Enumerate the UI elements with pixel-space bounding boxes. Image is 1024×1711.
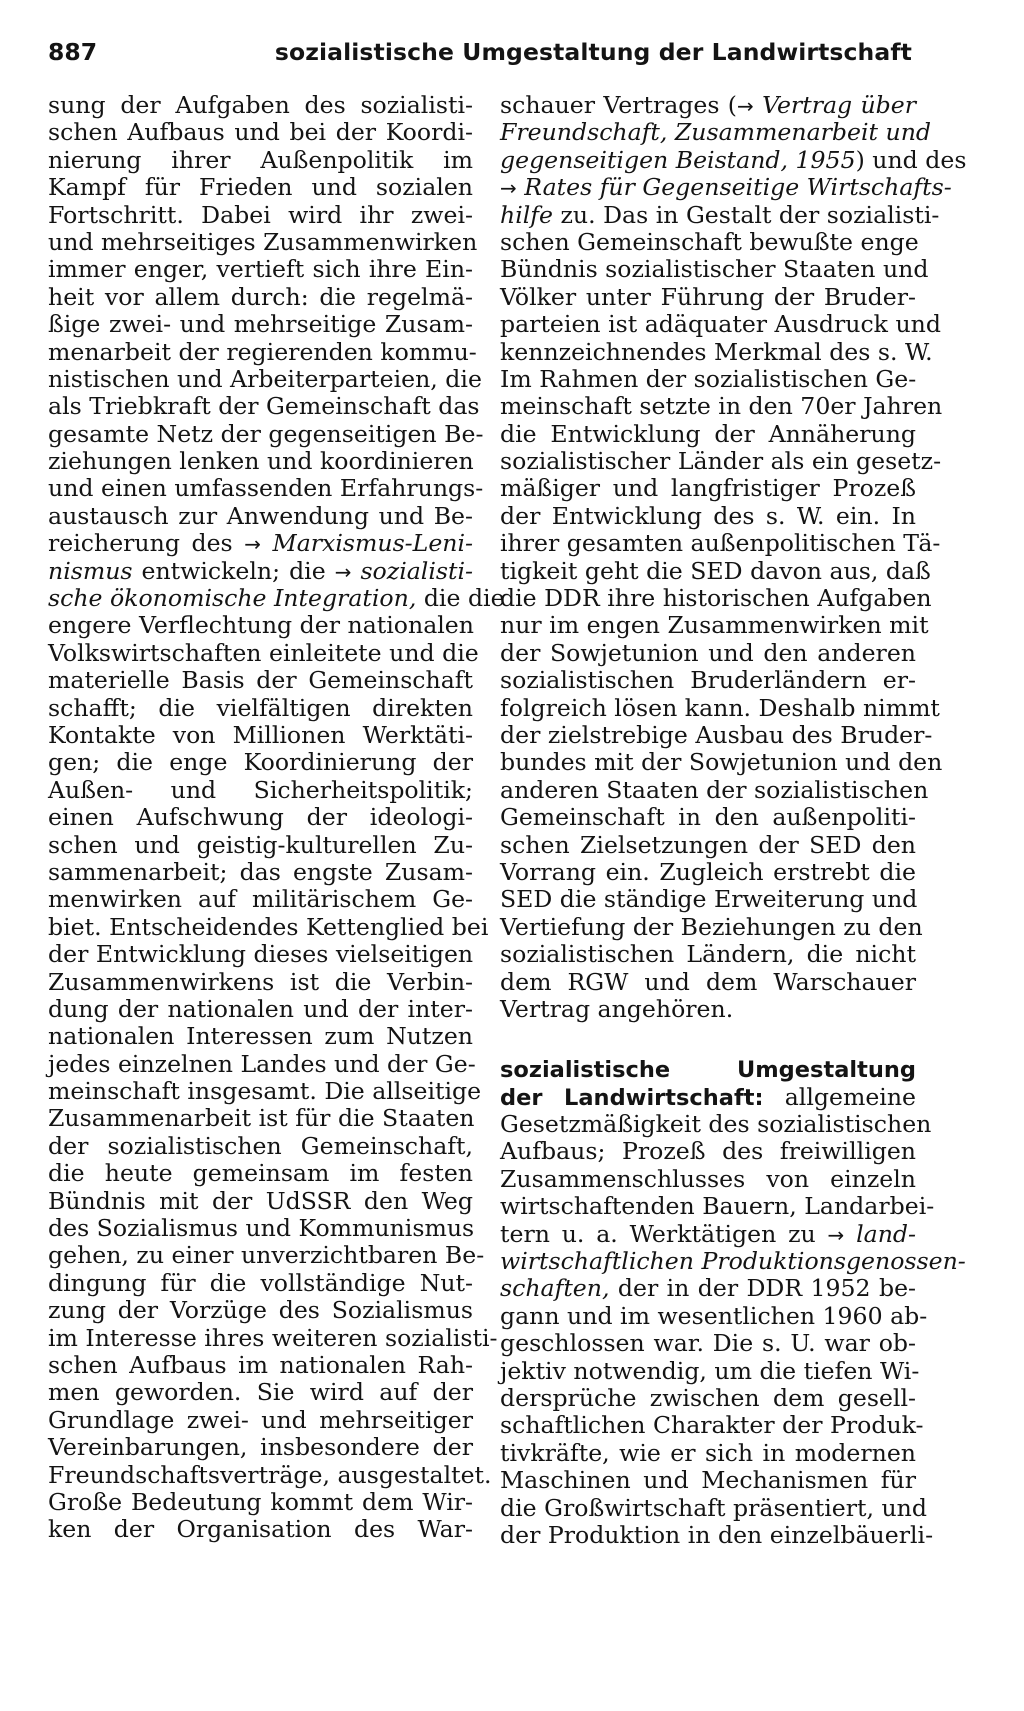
text-line: wirtschaftenden Bauern, Landarbei- <box>500 1192 935 1221</box>
cross-reference: land- <box>856 1219 916 1248</box>
text-line: kennzeichnendes Merkmal des s. W. <box>500 337 933 366</box>
text-line: dung der nationalen und der inter- <box>48 994 473 1023</box>
text-line: austausch zur Anwendung und Be- <box>48 501 473 530</box>
text-line: gann und im wesentlichen 1960 ab- <box>500 1301 928 1330</box>
text-line: meinschaft setzte in den 70er Jahren <box>500 392 943 421</box>
text-line: Aufbaus; Prozeß des freiwilligen <box>500 1137 916 1166</box>
text-line: schaftlichen Charakter der Produk- <box>500 1411 924 1440</box>
arrow-right-icon: → <box>500 176 517 201</box>
text-line: Zusammenschlusses von einzeln <box>500 1164 916 1193</box>
text-line: Maschinen und Mechanismen für <box>500 1466 916 1495</box>
text-line: dersprüche zwischen dem gesell- <box>500 1383 916 1412</box>
running-head: sozialistische Umgestaltung der Landwirtschaft <box>274 38 912 66</box>
text-column-right <box>500 91 967 1549</box>
text-line: der Entwicklung dieses vielseitigen <box>48 940 474 969</box>
text-line: menarbeit der regierenden kommu- <box>48 337 477 366</box>
text-line: schen Gemeinschaft bewußte enge <box>500 227 919 256</box>
text-line: bundes mit der Sowjetunion und den <box>500 748 943 777</box>
text-line: schen und geistig-kulturellen Zu- <box>48 830 473 859</box>
text-line: tivkräfte, wie er sich in modernen <box>500 1438 916 1467</box>
arrow-right-icon: → <box>244 532 261 557</box>
text-line <box>500 118 932 147</box>
text-line: der Landwirtschaft: allgemeine <box>500 1082 916 1111</box>
text-line: Außen- und Sicherheitspolitik; <box>48 775 473 804</box>
text-line: materielle Basis der Gemeinschaft <box>48 666 473 695</box>
text-line: meinschaft insgesamt. Die allseitige <box>48 1077 482 1106</box>
text-line: jektiv notwendig, um die tiefen Wi- <box>500 1356 920 1385</box>
text-line: schen Zielsetzungen der SED den <box>500 830 916 859</box>
text-line: nistischen und Arbeiterparteien, die <box>48 364 482 393</box>
text-line: dem RGW und dem Warschauer <box>500 967 916 996</box>
text-line: Gemeinschaft in den außenpoliti- <box>500 803 916 832</box>
text-line: ken der Organisation des War- <box>48 1515 473 1544</box>
text-line <box>500 1247 966 1276</box>
text-line: einen Aufschwung der ideologi- <box>48 803 473 832</box>
text-line: Zusammenwirkens ist die Verbin- <box>48 967 473 996</box>
text-line: nationalen Interessen zum Nutzen <box>48 1022 473 1051</box>
text-line: Große Bedeutung kommt dem Wir- <box>48 1487 473 1516</box>
text-line: die Entwicklung der Annäherung <box>500 419 916 448</box>
text-line: sozialistischen Bruderländern er- <box>500 666 916 695</box>
text-line: men geworden. Sie wird auf der <box>48 1378 473 1407</box>
text-line: sche ökonomische Integration, die die <box>48 584 505 613</box>
arrow-right-icon: → <box>827 1222 845 1247</box>
cross-reference: nismus <box>48 556 133 585</box>
text-line: die DDR ihre historischen Aufgaben <box>500 584 932 613</box>
text-line: hilfe zu. Das in Gestalt der sozialisti- <box>500 200 940 229</box>
entry-separator <box>500 1023 916 1056</box>
text-line: des Sozialismus und Kommunismus <box>48 1214 475 1243</box>
page-header <box>48 30 912 74</box>
text-line: Vertrag angehören. <box>500 994 734 1023</box>
text-line: nismus entwickeln; die → sozialisti- <box>48 556 474 585</box>
text-line: schaften, der in der DDR 1952 be- <box>500 1274 916 1303</box>
cross-reference: Vertrag über <box>762 91 917 119</box>
text-line: ziehungen lenken und koordinieren <box>48 447 474 476</box>
cross-reference: Rates für Gegenseitige Wirtschafts- <box>524 173 952 202</box>
text-line: schen Aufbaus und bei der Koordi- <box>48 118 473 147</box>
text-line: die Großwirtschaft präsentiert, und <box>500 1493 927 1522</box>
arrow-right-icon: → <box>737 94 754 118</box>
text-line: Gesetzmäßigkeit des sozialistischen <box>500 1110 932 1139</box>
text-line: mäßiger und langfristiger Prozeß <box>500 474 916 503</box>
text-line: und mehrseitiges Zusammenwirken <box>48 227 478 256</box>
text-line: und einen umfassenden Erfahrungs- <box>48 474 484 503</box>
text-line: der sozialistischen Gemeinschaft, <box>48 1131 473 1160</box>
text-line: menwirken auf militärischem Ge- <box>48 885 473 914</box>
text-line: ihrer gesamten außenpolitischen Tä- <box>500 529 941 558</box>
text-line: sozialistischen Ländern, die nicht <box>500 940 916 969</box>
text-line: im Interesse ihres weiteren sozialisti- <box>48 1323 498 1352</box>
text-line: Freundschaftsverträge, ausgestaltet. <box>48 1460 492 1489</box>
text-line: schauer Vertrages (→ Vertrag über <box>500 91 917 119</box>
cross-reference: hilfe <box>500 200 553 229</box>
text-line: Vertiefung der Beziehungen zu den <box>500 912 923 941</box>
text-line: der Entwicklung des s. W. ein. In <box>500 501 916 530</box>
page-number: 887 <box>48 38 98 66</box>
text-line: die heute gemeinsam im festen <box>48 1159 473 1188</box>
cross-reference: Freundschaft, Zusammenarbeit und <box>500 118 932 147</box>
text-line: tigkeit geht die SED davon aus, daß <box>500 556 931 585</box>
text-line: schen Aufbaus im nationalen Rah- <box>48 1350 473 1379</box>
cross-reference: sozialisti- <box>360 556 474 585</box>
text-line: Fortschritt. Dabei wird ihr zwei- <box>48 200 473 229</box>
text-line: engere Verflechtung der nationalen <box>48 611 474 640</box>
cross-reference: wirtschaftlichen Produktionsgenossen- <box>500 1247 966 1276</box>
text-line: Volkswirtschaften einleitete und die <box>48 638 479 667</box>
text-line: geschlossen war. Die s. U. war ob- <box>500 1329 916 1358</box>
text-line: sung der Aufgaben des sozialisti- <box>48 91 473 119</box>
text-line <box>500 1056 916 1083</box>
text-line: tern u. a. Werktätigen zu → land- <box>500 1219 916 1248</box>
text-line: gehen, zu einer unverzichtbaren Be- <box>48 1241 485 1270</box>
text-line: der zielstrebige Ausbau des Bruder- <box>500 720 933 749</box>
text-line: der Produktion in den einzelbäuerli- <box>500 1520 934 1549</box>
text-line: Zusammenarbeit ist für die Staaten <box>48 1104 475 1133</box>
text-line: nierung ihrer Außenpolitik im <box>48 145 473 174</box>
arrow-right-icon: → <box>334 559 352 584</box>
text-line: Kampf für Frieden und sozialen <box>48 173 473 202</box>
text-line: der Sowjetunion und den anderen <box>500 638 916 667</box>
text-line: dingung für die vollständige Nut- <box>48 1268 473 1297</box>
text-line: gen; die enge Koordinierung der <box>48 748 473 777</box>
text-line: folgreich lösen kann. Deshalb nimmt <box>500 693 940 722</box>
text-line: parteien ist adäquater Ausdruck und <box>500 310 941 339</box>
text-line: Kontakte von Millionen Werktäti- <box>48 720 473 749</box>
text-line: reicherung des → Marxismus-Leni- <box>48 529 474 558</box>
text-line: gesamte Netz der gegenseitigen Be- <box>48 419 484 448</box>
text-line: als Triebkraft der Gemeinschaft das <box>48 392 480 421</box>
text-line: biet. Entscheidendes Kettenglied bei <box>48 912 489 941</box>
text-line: gegenseitigen Beistand, 1955) und des <box>500 145 967 174</box>
text-line: sozialistischer Länder als ein gesetz- <box>500 447 942 476</box>
text-line: schafft; die vielfältigen direkten <box>48 693 473 722</box>
text-line: sammenarbeit; das engste Zusam- <box>48 857 473 886</box>
text-line: SED die ständige Erweiterung und <box>500 885 918 914</box>
entry-headword: der Landwirtschaft: <box>500 1084 764 1111</box>
text-line: Völker unter Führung der Bruder- <box>500 282 916 311</box>
entry-headword: sozialistische Umgestaltung <box>500 1057 916 1084</box>
text-line: Grundlage zwei- und mehrseitiger <box>48 1405 473 1434</box>
text-line: zung der Vorzüge des Sozialismus <box>48 1296 473 1325</box>
text-line: Bündnis sozialistischer Staaten und <box>500 255 929 284</box>
cross-reference: schaften, <box>500 1274 610 1303</box>
cross-reference: sche ökonomische Integration, <box>48 584 417 613</box>
text-line: Bündnis mit der UdSSR den Weg <box>48 1186 473 1215</box>
cross-reference: gegenseitigen Beistand, 1955 <box>500 145 856 174</box>
text-line: ßige zwei- und mehrseitige Zusam- <box>48 310 473 339</box>
text-line: heit vor allem durch: die regelmä- <box>48 282 473 311</box>
text-line: nur im engen Zusammenwirken mit <box>500 611 929 640</box>
text-column-left <box>48 91 505 1544</box>
text-line: Vorrang ein. Zugleich erstrebt die <box>500 857 916 886</box>
text-line: Vereinbarungen, insbesondere der <box>48 1433 473 1462</box>
text-line: Im Rahmen der sozialistischen Ge- <box>500 364 917 393</box>
text-line: anderen Staaten der sozialistischen <box>500 775 929 804</box>
text-line <box>500 173 952 202</box>
cross-reference: Marxismus-Leni- <box>272 529 474 558</box>
text-line: jedes einzelnen Landes und der Ge- <box>48 1049 476 1078</box>
text-line: immer enger, vertieft sich ihre Ein- <box>48 255 473 284</box>
